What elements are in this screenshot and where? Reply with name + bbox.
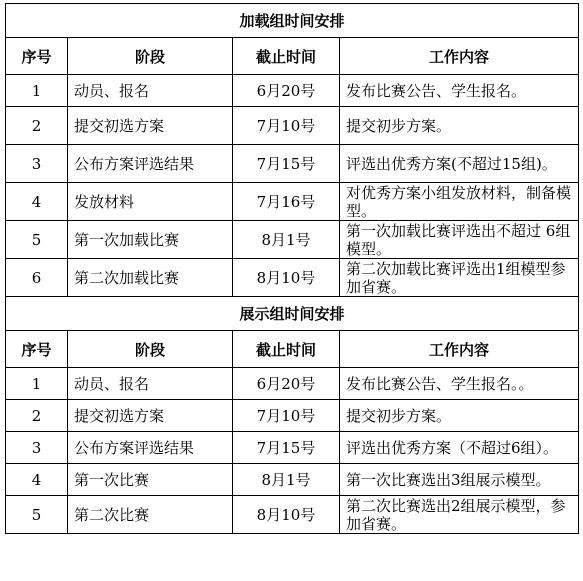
- row-content: 发布比赛公告、学生报名。。: [340, 368, 579, 400]
- table-row: [6, 259, 579, 297]
- row-no: 2: [6, 107, 68, 145]
- table-row: [6, 464, 579, 496]
- header-stage: 阶段: [68, 38, 233, 75]
- row-no: 1: [6, 75, 68, 107]
- section-title-loading: 加载组时间安排: [6, 4, 579, 38]
- row-no: 4: [6, 464, 68, 496]
- row-deadline: 7月10号: [233, 107, 340, 145]
- row-stage: 提交初选方案: [68, 107, 233, 145]
- row-content: 评选出优秀方案(不超过15组)。: [340, 145, 579, 183]
- row-stage: 第二次加载比赛: [68, 259, 233, 297]
- table-row: [6, 145, 579, 183]
- row-no: 3: [6, 145, 68, 183]
- table-row: [6, 400, 579, 432]
- header-stage: 阶段: [68, 331, 233, 368]
- row-stage: 公布方案评选结果: [68, 432, 233, 464]
- row-deadline: 6月20号: [233, 75, 340, 107]
- table-row: [6, 496, 579, 534]
- row-stage: 第一次加载比赛: [68, 221, 233, 259]
- row-deadline: 8月1号: [233, 221, 340, 259]
- row-content: 第二次加载比赛评选出1组模型参加省赛。: [340, 259, 579, 297]
- row-deadline: 8月10号: [233, 496, 340, 534]
- row-content: 对优秀方案小组发放材料，制备模型。: [340, 183, 579, 221]
- row-deadline: 7月16号: [233, 183, 340, 221]
- row-deadline: 8月1号: [233, 464, 340, 496]
- section-title-display: 展示组时间安排: [6, 297, 579, 331]
- table-row: [6, 432, 579, 464]
- row-stage: 第二次比赛: [68, 496, 233, 534]
- table-row: [6, 368, 579, 400]
- row-deadline: 7月15号: [233, 432, 340, 464]
- row-deadline: 7月15号: [233, 145, 340, 183]
- header-content: 工作内容: [340, 331, 579, 368]
- row-stage: 动员、报名: [68, 75, 233, 107]
- row-no: 5: [6, 496, 68, 534]
- row-stage: 公布方案评选结果: [68, 145, 233, 183]
- row-stage: 提交初选方案: [68, 400, 233, 432]
- row-stage: 动员、报名: [68, 368, 233, 400]
- table-row: [6, 107, 579, 145]
- table-row: [6, 221, 579, 259]
- row-no: 1: [6, 368, 68, 400]
- header-deadline: 截止时间: [233, 331, 340, 368]
- row-content: 提交初步方案。: [340, 400, 579, 432]
- row-content: 提交初步方案。: [340, 107, 579, 145]
- row-stage: 第一次比赛: [68, 464, 233, 496]
- row-stage: 发放材料: [68, 183, 233, 221]
- row-content: 发布比赛公告、学生报名。: [340, 75, 579, 107]
- row-deadline: 8月10号: [233, 259, 340, 297]
- table-row: [6, 183, 579, 221]
- table-row: [6, 75, 579, 107]
- row-content: 第二次比赛选出2组展示模型，参加省赛。: [340, 496, 579, 534]
- row-content: 第一次比赛选出3组展示模型。: [340, 464, 579, 496]
- schedule-table: [5, 3, 579, 534]
- row-deadline: 6月20号: [233, 368, 340, 400]
- schedule-document: [5, 3, 578, 534]
- header-content: 工作内容: [340, 38, 579, 75]
- header-no: 序号: [6, 331, 68, 368]
- row-no: 5: [6, 221, 68, 259]
- header-deadline: 截止时间: [233, 38, 340, 75]
- row-no: 3: [6, 432, 68, 464]
- row-content: 第一次加载比赛评选出不超过 6组模型。: [340, 221, 579, 259]
- row-content: 评选出优秀方案（不超过6组）。: [340, 432, 579, 464]
- row-no: 4: [6, 183, 68, 221]
- row-no: 2: [6, 400, 68, 432]
- row-no: 6: [6, 259, 68, 297]
- row-deadline: 7月10号: [233, 400, 340, 432]
- header-no: 序号: [6, 38, 68, 75]
